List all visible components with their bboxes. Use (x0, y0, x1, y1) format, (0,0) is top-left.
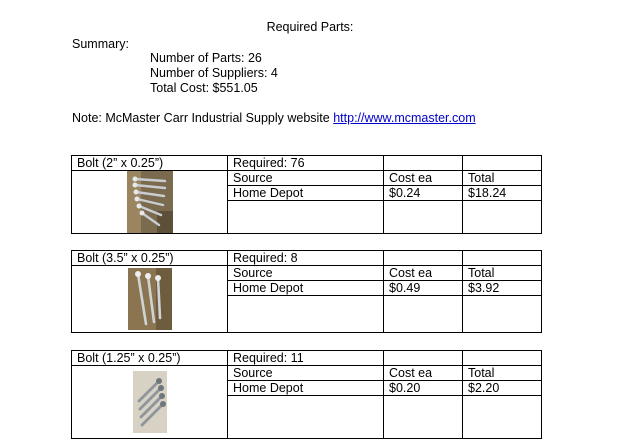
part-photo-cell (72, 366, 228, 439)
cost-value: $0.49 (384, 281, 463, 296)
part-name: Bolt (3.5” x 0.25”) (72, 251, 228, 266)
total-header: Total (463, 266, 542, 281)
part-name: Bolt (2” x 0.25”) (72, 156, 228, 171)
summary-total-cost: Total Cost: $551.05 (150, 81, 258, 95)
cost-header: Cost ea (384, 171, 463, 186)
bolt-photo-image (128, 268, 172, 330)
part-name: Bolt (1.25” x 0.25”) (72, 351, 228, 366)
source-header: Source (228, 366, 384, 381)
bolt-photo-image (133, 371, 167, 433)
summary-parts-count: Number of Parts: 26 (150, 51, 262, 65)
source-value: Home Depot (228, 281, 384, 296)
cost-value: $0.24 (384, 186, 463, 201)
total-header: Total (463, 366, 542, 381)
summary-label: Summary: (72, 37, 129, 51)
note-text: Note: McMaster Carr Industrial Supply website (72, 111, 334, 125)
cost-header: Cost ea (384, 366, 463, 381)
source-header: Source (228, 266, 384, 281)
mcmaster-link[interactable]: http://www.mcmaster.com (333, 111, 476, 125)
total-value: $18.24 (463, 186, 542, 201)
cost-header: Cost ea (384, 266, 463, 281)
summary-suppliers-count: Number of Suppliers: 4 (150, 66, 278, 80)
part-table (71, 250, 542, 333)
cost-value: $0.20 (384, 381, 463, 396)
source-header: Source (228, 171, 384, 186)
total-value: $3.92 (463, 281, 542, 296)
part-required: Required: 76 (228, 156, 384, 171)
part-photo-cell (72, 171, 228, 234)
part-photo-cell (72, 266, 228, 333)
part-required: Required: 11 (228, 351, 384, 366)
part-table (71, 350, 542, 439)
source-value: Home Depot (228, 381, 384, 396)
total-value: $2.20 (463, 381, 542, 396)
total-header: Total (463, 171, 542, 186)
part-required: Required: 8 (228, 251, 384, 266)
bolt-photo-image (127, 171, 173, 233)
source-value: Home Depot (228, 186, 384, 201)
note (72, 111, 476, 125)
page-title: Required Parts: (266, 20, 354, 34)
part-table (71, 155, 542, 234)
